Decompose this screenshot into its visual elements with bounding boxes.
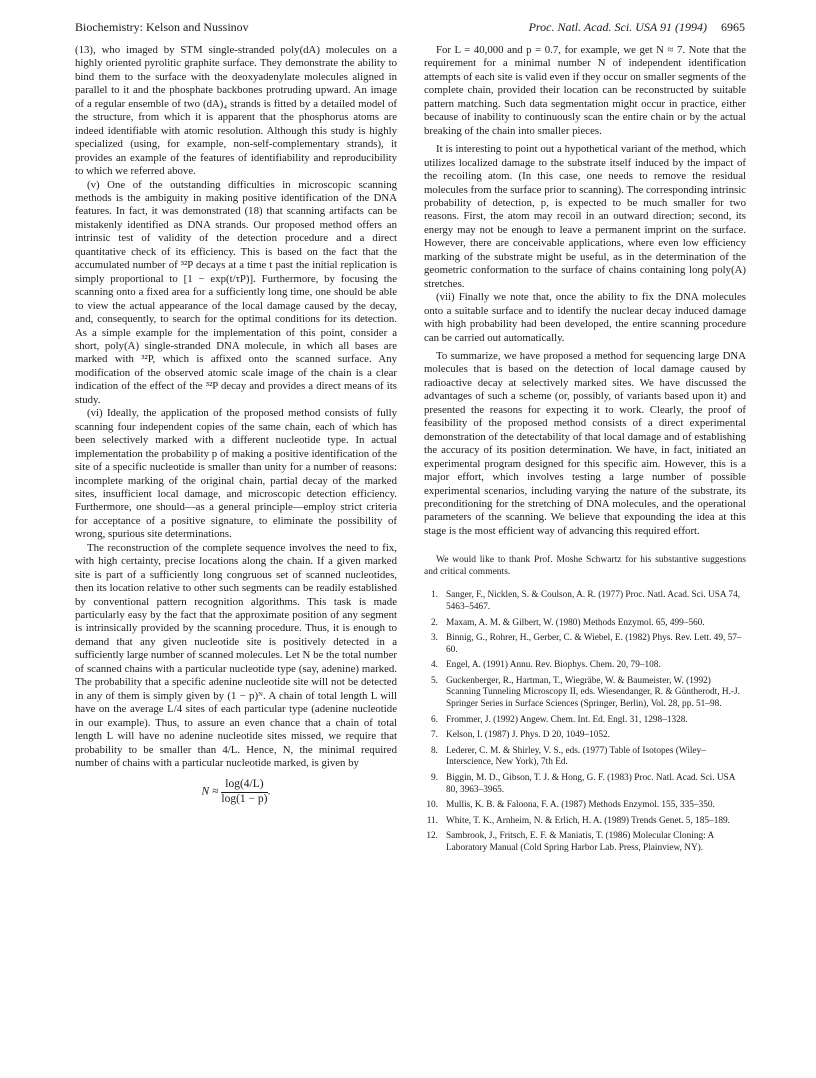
header-citation — [529, 20, 745, 35]
reference-number: 4. — [431, 660, 438, 671]
reference-item — [424, 633, 746, 656]
reference-item — [424, 676, 746, 711]
reference-text: Frommer, J. (1992) Angew. Chem. Int. Ed. Engl. 31, 1298–1328. — [446, 714, 688, 725]
equation — [75, 778, 397, 806]
reference-item — [424, 746, 746, 769]
equation-denominator: log(1 − p) — [221, 792, 268, 805]
reference-number: 6. — [431, 714, 438, 725]
reference-number: 1. — [431, 590, 438, 601]
paragraph: (vii) Finally we note that, once the ability to fix the DNA molecules onto a suitable surface and to identify the nuclear decay induced damage with high probability had been developed, the entire scanning procedure can be carried out automatically. — [424, 291, 746, 344]
reference-item — [424, 660, 746, 672]
reference-text: Maxam, A. M. & Gilbert, W. (1980) Methods Enzymol. 65, 499–560. — [446, 617, 705, 628]
reference-text: Engel, A. (1991) Annu. Rev. Biophys. Chem. 20, 79–108. — [446, 660, 661, 671]
reference-text: Sambrook, J., Fritsch, E. F. & Maniatis, T. (1986) Molecular Cloning: A Laboratory Manual (Cold Spring Harbor Lab. Press, Plainview, NY). — [446, 831, 714, 853]
paragraph: (vi) Ideally, the application of the proposed method consists of fully scanning four independent copies of the same chain, each of which has been selectively marked with a different nucleotide type. In actual implementation the probability p of making a positive identification of the site of a specific nucleotide is smaller than unity for a number of reasons: incomplete marking of the original chain, partial decay of the marked sites, insufficient local damage, and microscopic detection efficiency. Furthermore, one should—as a general principle—employ strict criteria for acceptance of a positive signature, to eliminate the possibility of wrong, spurious site determinations. — [75, 407, 397, 541]
page-number: 6965 — [721, 20, 745, 34]
header-journal-section: Biochemistry: Kelson and Nussinov — [75, 20, 249, 34]
reference-item — [424, 730, 746, 742]
reference-number: 7. — [431, 730, 438, 741]
reference-number: 8. — [431, 745, 438, 756]
reference-item — [424, 831, 746, 854]
reference-item — [424, 715, 746, 727]
reference-text: Sanger, F., Nicklen, S. & Coulson, A. R. (1977) Proc. Natl. Acad. Sci. USA 74, 5463–5467. — [446, 590, 741, 612]
reference-item — [424, 618, 746, 630]
equation-numerator: log(4/L) — [221, 778, 267, 792]
acknowledgment: We would like to thank Prof. Moshe Schwartz for his substantive suggestions and critical comments. — [424, 555, 746, 578]
paragraph: For L = 40,000 and p = 0.7, for example, we get N ≈ 7. Note that the requirement for a minimal number N of independent identification attempts of each site is valid even if they occur on smaller segments of the complete chain, provided their location can be reconstructed by suitable pattern matching. Such data segmentation might occur in practice, either because of inability to continuously scan the entire chain or by the actual breaking of the chain into smaller pieces. — [424, 44, 746, 137]
reference-number: 9. — [431, 773, 438, 784]
paragraph: To summarize, we have proposed a method for sequencing large DNA molecules that is based on the detection of local damage caused by radioactive decay at selectively marked sites. We have discussed the advantages of such a scheme (or, possibly, of variants based upon it) and presented the reasons for expecting it to work. Clearly, the proof of feasibility of the proposed method consists of a direct experimental demonstration of the detectability of that local damage and of establishing the accuracy of its position determination. We have, in fact, initiated an experimental program designed for this specific aim. However, this is a major effort, which involves testing a large number of possible experimental scenarios, including varying the nature of the substrate, its preconditioning for the stretching of DNA molecules, and the operational parameters of the scanning. We believe that expounding the idea at this stage is the most efficient way of advancing this required effort. — [424, 349, 746, 537]
reference-number: 5. — [431, 675, 438, 686]
reference-number: 3. — [431, 633, 438, 644]
paragraph: It is interesting to point out a hypothetical variant of the method, which utilizes localized damage to the substrate itself induced by the impact of the recoiling atom. (In this case, one needs to remove the residual molecules from the surface prior to scanning). The corresponding intrinsic probability of detection, p, is expected to be much smaller for two reasons. First, the atom may recoil in an outward direction; second, its energy may not be enough to leave a permanent imprint on the surface. However, there are conceivable applications, where even low efficiency marking of the substrate might be useful, as in the determination of the geometric conformation to the surface of chains containing long poly(A) stretches. — [424, 143, 746, 290]
right-column — [424, 44, 746, 859]
reference-item — [424, 773, 746, 796]
reference-number: 11. — [426, 815, 438, 826]
reference-number: 12. — [426, 831, 438, 842]
reference-text: Biggin, M. D., Gibson, T. J. & Hong, G. F. (1983) Proc. Natl. Acad. Sci. USA 80, 3963–3965. — [446, 773, 735, 795]
left-column — [75, 44, 397, 812]
header-journal: Proc. Natl. Acad. Sci. USA 91 (1994) — [528, 20, 707, 34]
reference-text: White, T. K., Arnheim, N. & Erlich, H. A. (1989) Trends Genet. 5, 185–189. — [446, 815, 730, 826]
paragraph: (v) One of the outstanding difficulties in microscopic scanning methods is the ambiguity in making positive identification of the DNA features. In fact, it was demonstrated (18) that scanning artifacts can be mistakenly identified as DNA strands. Our proposed method offers an intrinsic test of validity of the detection procedure and a direct quantitative check of its efficiency. This is based on the fact that the accumulated number of ³²P decays at a time t past the initial replication is simply proportional to [1 − exp(t/τP)]. Furthermore, by focusing the scanning onto a fixed area for a sufficiently long time, one should be able to view the actual appearance of the local damage caused by the decay, and, consequently, to search for the optimal conditions for its detection. As a simple example for the implementation of this point, consider a short, poly(A) single-stranded DNA molecule, in which all bases are marked with ³²P, which is affixed onto the scanned surface. Any modification of the observed atomic scale image of the chain is a clear indication of the effect of the ³²P decay and provides a direct means of its study. — [75, 178, 397, 406]
reference-list — [424, 590, 746, 854]
equation-lhs: N ≈ — [201, 786, 219, 799]
reference-text: Lederer, C. M. & Shirley, V. S., eds. (1977) Table of Isotopes (Wiley–Interscience, New York), 7th Ed. — [446, 745, 706, 768]
reference-item — [424, 590, 746, 613]
reference-text: Mullis, K. B. & Faloona, F. A. (1987) Methods Enzymol. 155, 335–350. — [446, 800, 715, 811]
reference-item — [424, 800, 746, 812]
reference-text: Binnig, G., Rohrer, H., Gerber, C. & Wiebel, E. (1982) Phys. Rev. Lett. 49, 57–60. — [446, 633, 742, 655]
reference-number: 2. — [431, 617, 438, 628]
reference-number: 10. — [426, 800, 438, 811]
reference-text: Guckenberger, R., Hartman, T., Wiegräbe, W. & Baumeister, W. (1992) Scanning Tunneling Microscopy II, eds. Wiesendanger, R. & Güntherodt, H.-J. Springer Series in Surface Sciences (Springer, Berlin), Vol. 28, pp. 51–98. — [446, 675, 740, 710]
reference-item — [424, 816, 746, 828]
paragraph: (13), who imaged by STM single-stranded poly(dA) molecules on a highly oriented pyrolitic graphite surface. They demonstrate the ability to bind them to the surface with the deoxyadenylate molecules aligned in parallel to it and the phosphate backbones protruding upward. An image of a regular ensemble of two (dA)₄ strands is fitted by a detailed model of the structure, from which it is apparent that the phosphorus atoms are indeed identifiable with atomic resolution. Although this study is highly specialized (using, for example, non-self-complementary strands), it provides an example of the features of identifiability and reproducibility to which we referred above. — [75, 44, 397, 178]
equation-fraction — [221, 778, 267, 806]
equation-end: . — [267, 786, 271, 799]
running-header — [75, 20, 745, 36]
paragraph: The reconstruction of the complete sequence involves the need to fix, with high certainty, precise locations along the chain. If a given marked site is part of a sufficiently long congruous set of scanned nucleotides, then its location relative to other such segments can be readily established by conventional pattern recognition algorithms. This task is made particularly easy by the fact that the approximate position of any segment is intrinsically provided by the scanning procedure. Thus, it is enough to demand that any given nucleotide site is positively detected in a sufficiently large number of scanned molecules. Let N be the total number of scanned chains with a particular nucleotide type (say, adenine) marked. The probability that a specific adenine nucleotide site will not be detected in any of them is simply given by (1 − p)ᴺ. A chain of total length L will have on the average L/4 sites of each particular type (adenine nucleotide in our example). Thus, to assure an even chance that a chain of total length L will have no adenine nucleotide sites missed, we require that probability to be smaller than 4/L. Hence, N, the minimal required number of chains with a particular nucleotide marked, is given by — [75, 541, 397, 770]
reference-text: Kelson, I. (1987) J. Phys. D 20, 1049–1052. — [446, 730, 610, 741]
